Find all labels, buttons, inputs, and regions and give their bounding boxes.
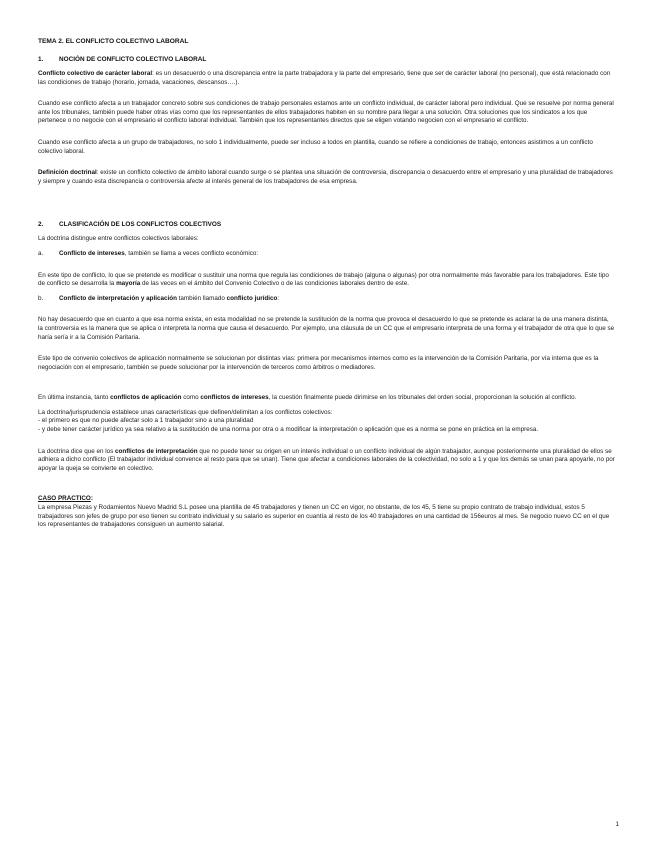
section-1-paragraph-4 [38,169,615,186]
term-definicion-doctrinal: Definición doctrinal [38,169,97,177]
section-1-paragraph-1 [38,70,615,87]
item-a-description [38,272,615,289]
final-instance-paragraph [38,394,615,403]
jurisprudence-intro: La doctrina/jurisprudencia establece unas características que definen/delimitan a los conflictos colectivos: [38,408,333,416]
case-text: La empresa Piezas y Rodamientos Nuevo Madrid S.L posee una plantilla de 45 trabajadores y tienen un CC en vigor, no obstante, de los 45, 5 tiene su propio contrato de trabajo individual, estos 5 trabajadores son jefes de grupo por eso tienen su contrato individual y su salario es superior en cuantía al resto de los 40 trabajadores en una cantidad de 156euros al mes. Se negocio nuevo CC en el que los representantes de trabajadores consiguen un aumento salarial. [38,504,610,529]
paragraph-text: : es un desacuerdo o una discrepancia entre la parte trabajadora y la parte del empresario, tiene que ser de carácter laboral (no personal), que está relacionado con las condiciones de trabajo (horario, jornada, vacaciones, descansos….). [38,70,611,86]
paragraph-text: de las veces en el ámbito del Convenio Colectivo o de las condiciones laborales dentro de este. [140,280,410,288]
paragraph-text: En este tipo de conflicto, lo que se pretende es modificar o sustituir una norma que regula las condiciones de trabajo (alguna o algunas) por otra normalmente más favorable para los trabajadores. Este tipo de conflicto se desarrolla la [38,271,609,288]
document-title: TEMA 2. EL CONFLICTO COLECTIVO LABORAL [38,38,189,45]
term-conflictos-intereses: conflictos de intereses [200,394,269,402]
term-conflictos-interpretacion: conflictos de interpretación [115,447,198,455]
term-conflictos-aplicacion: conflictos de aplicación [110,394,182,402]
item-a [38,250,615,259]
case-title: CASO PRACTICO [38,495,91,503]
term-mayoria: mayoría [116,280,141,288]
item-b-description-2: Este tipo de convenio colectivos de aplicación normalmente se solucionan por distintas vías: primera por mecanismos internos como es la intervención de la Comisión Paritaria, por vía interna que es la negociación con el empresario, también se puede solucionar por la intervención de terceros como árbitros o mediadores. [38,355,599,371]
paragraph-text: que no puede tener su origen en un interés individual o un conflicto individual de algún trabajador, aunque posteriormente una pluralidad de ellos se adhiera a dicho conflicto (El trabajador individual convence al resto para que se unan). Tiene que afectar a condiciones laborales de la colectividad, no solo a 1 y que los demás se unan para apoyarle, no por apoyar la queja se convierte en colectivo. [38,447,615,472]
section-2-intro: La doctrina distingue entre conflictos colectivos laborales: [38,235,199,243]
section-1-number: 1. [38,56,44,63]
paragraph-text: como [181,394,201,402]
item-text: también llamado [176,294,227,302]
term-conflicto-intereses: Conflicto de intereses [59,249,125,257]
case-colon: : [90,495,93,503]
section-1-paragraph-3: Cuando ese conflicto afecta a un grupo de trabajadores, no solo 1 individualmente, puede ser incluso a todos en plantilla, cuando se refiere a condiciones de trabajo, entonces asistimos a un conflicto colectivo laboral. [38,138,593,155]
interpretation-paragraph [38,448,615,474]
section-2-heading [38,221,615,228]
item-a-label: a. [38,249,44,257]
term-conflicto-juridico: conflicto jurídico [226,294,278,302]
item-b [38,295,615,304]
section-2-title: CLASIFICACIÓN DE LOS CONFLICTOS COLECTIVOS [59,221,222,229]
paragraph-text: En última instancia, tanto [38,394,111,402]
paragraph-text: : existe un conflicto colectivo de ámbito laboral cuando surge o se plantea una situación de controversia, discrepancia o desacuerdo entre el empresario y una pluralidad de trabajadores y siempre y cuando esta discrepancia o controversia afecte al interés general de los trabajadores de esa empresa. [38,169,613,185]
term-conflicto-interpretacion: Conflicto de interpretación y aplicación [59,294,177,302]
jurisprudence-line-2: - y debe tener carácter jurídico ya sea relativo a la sustitución de una norma por otra o a modificar la interpretación o aplicación que es a norma se pone en práctica en la empresa. [38,426,539,434]
case-heading [38,495,615,504]
page-number: 1 [615,821,619,828]
jurisprudence-line-1: - el primero es que no puede afectar solo a 1 trabajador sino a una pluralidad [38,417,254,425]
section-1-title: NOCIÓN DE CONFLICTO COLECTIVO LABORAL [59,56,207,63]
paragraph-text: , la cuestión finalmente puede dirimirse en los tribunales del orden social, proporcionan la solución al conflicto. [268,394,577,402]
section-1-heading [38,56,615,63]
term-conflicto-colectivo: Conflicto colectivo de carácter laboral [38,70,153,77]
item-text: , también se llama a veces conflicto económico: [124,249,259,257]
section-1-paragraph-2: Cuando ese conflicto afecta a un trabajador concreto sobre sus condiciones de trabajo personales estamos ante un conflicto individual, de carácter laboral pero individual. Que se resuelve por norma general ante los tribunales, también puede haber otras vías como que los representantes de ellos trabajadores habiten en su nombre para llegar a una solución. Otra soluciones que los sindicatos a los que pertenece o no negocie con el empresario el conflicto laboral individual. También que los representantes directos que se eligen votando negocien con el empresario el conflicto. [38,100,614,125]
item-b-label: b. [38,294,44,302]
paragraph-text: La doctrina dice que en los [38,447,116,455]
item-b-description-1: No hay desacuerdo que en cuanto a que esa norma exista, en esta modalidad no se pretende la sustitución de la norma que provoca el desacuerdo lo que se pretende es aclarar la de una manera distinta, la controversia es la manera que se aplica o interpreta la norma que causa el desacuerdo. Por ejemplo, una cláusula de un CC que el empresario interpreta de una forma y el trabajador de otra que lo que se haría sería ir a la Comisión Paritaria. [38,316,615,341]
item-text: : [277,294,280,302]
section-2-number: 2. [38,221,44,229]
